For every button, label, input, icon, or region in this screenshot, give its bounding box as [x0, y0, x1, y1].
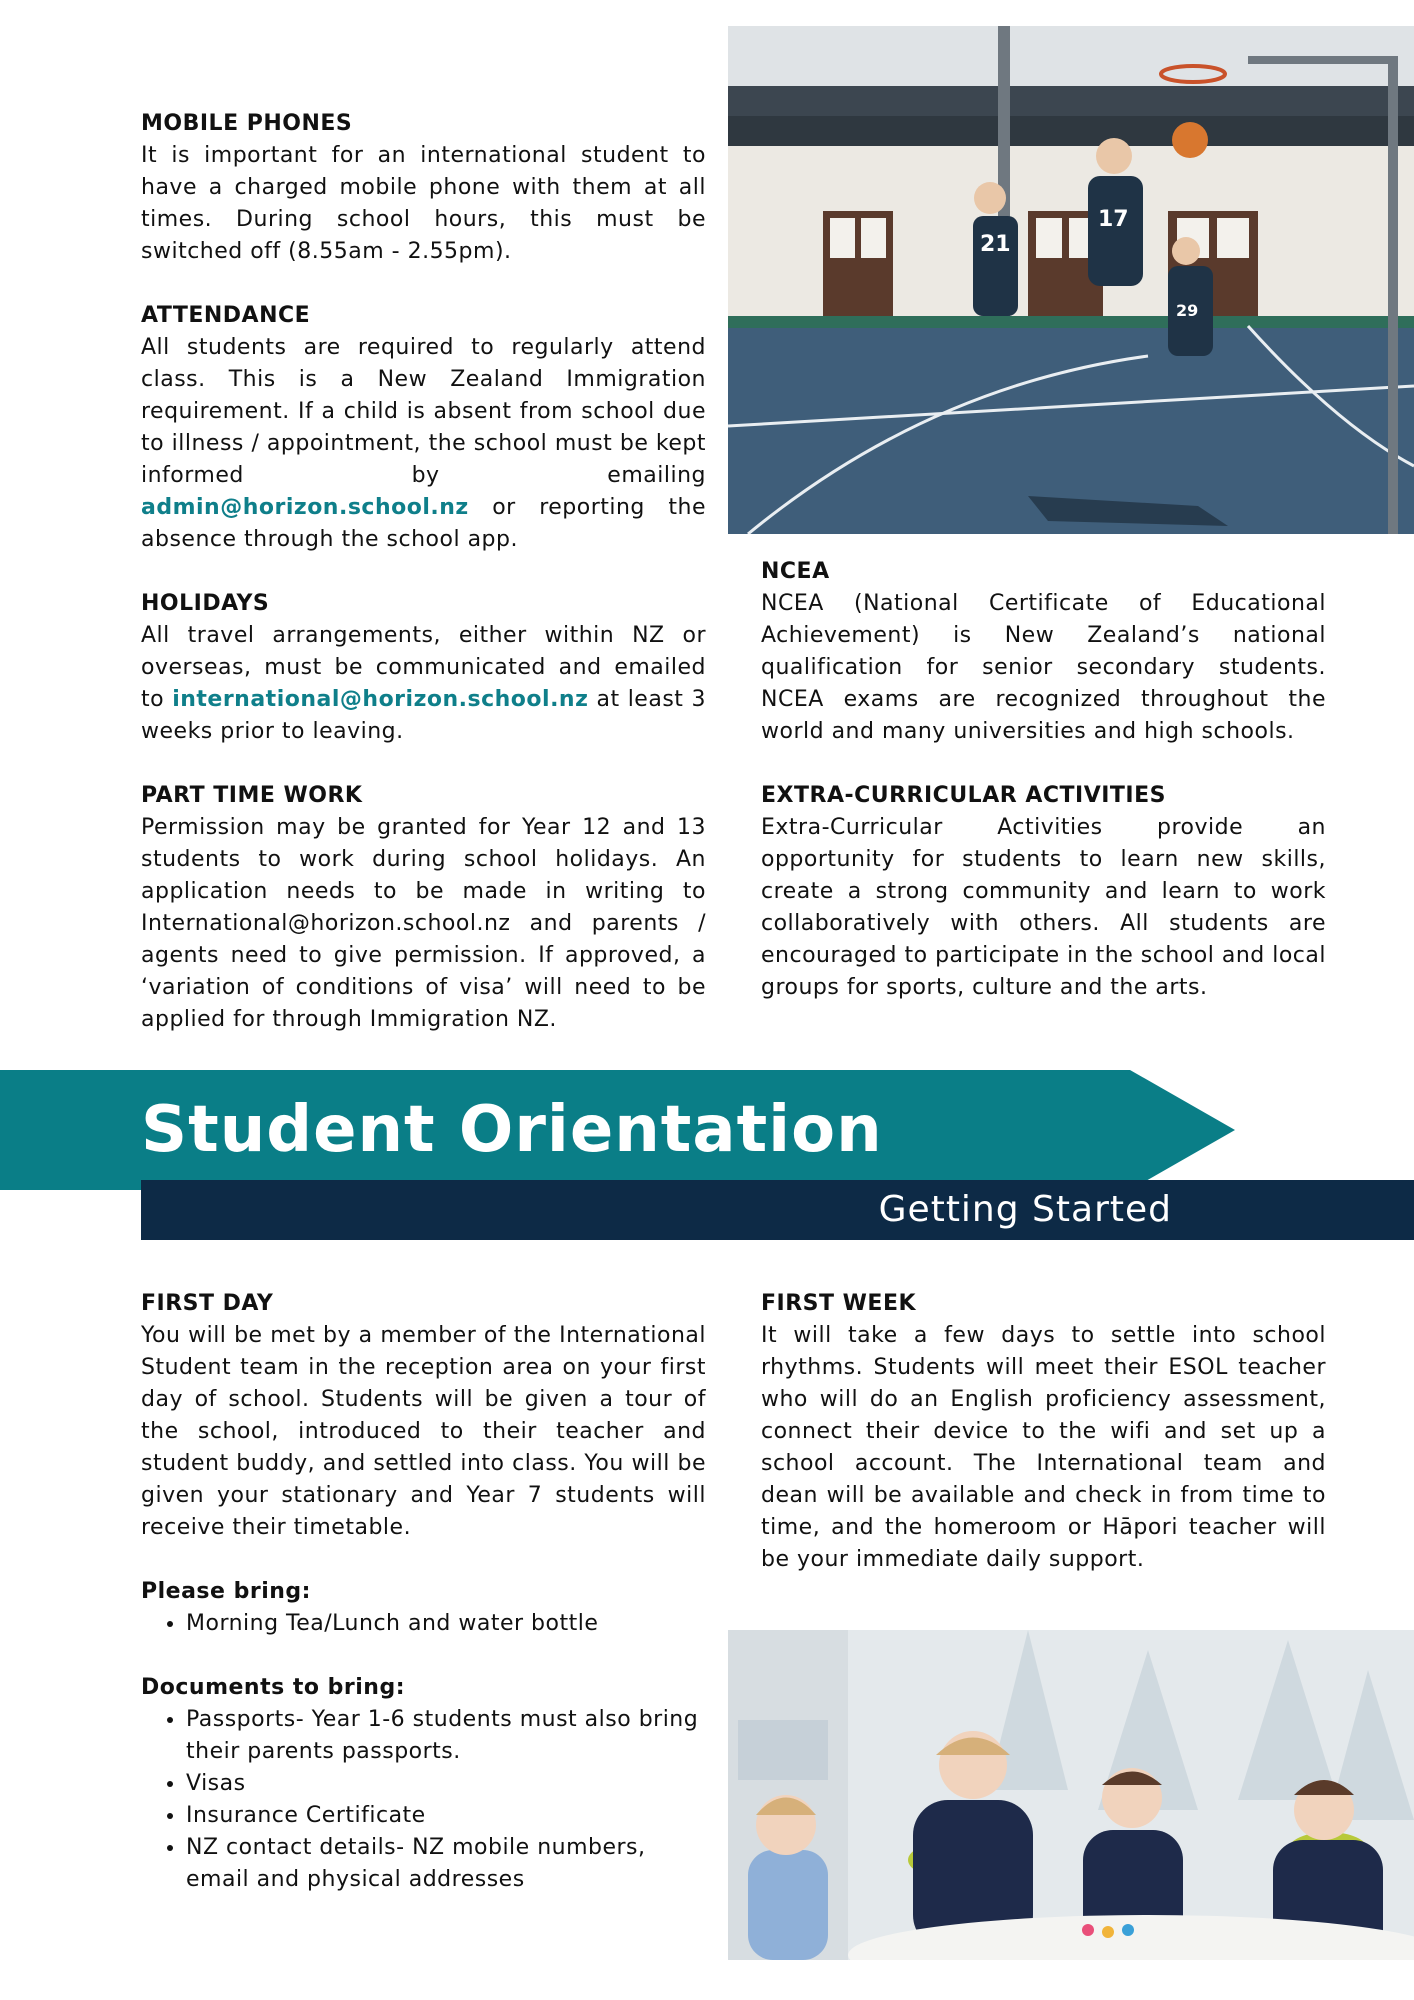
first-week-body: It will take a few days to settle into school rhythms. Students will meet their ESOL teacher who will do an English proficiency assessment, connect their device to the wifi and set up a school account. The International team and dean will be available and check in from time to time, and the homeroom or Hāpori teacher will be your immediate daily support.	[761, 1323, 1326, 1572]
extra-curricular-body: Extra-Curricular Activities provide an opportunity for students to learn new skills, create a strong community and learn to work collaboratively with others. All students are encouraged to participate in the school and local groups for sports, culture and the arts.	[761, 815, 1326, 1000]
banner-title: Student Orientation	[141, 1093, 883, 1167]
attendance-body	[141, 332, 706, 556]
banner-subtitle-bar	[141, 1180, 1414, 1240]
attendance-heading: ATTENDANCE	[141, 303, 311, 328]
list-item: • Visas	[186, 1768, 706, 1800]
first-week-heading: FIRST WEEK	[761, 1291, 917, 1316]
holidays-text-1: All travel arrangements, either within NZ or overseas, must be communicated and emailed to	[141, 623, 706, 712]
list-item: • Morning Tea/Lunch and water bottle	[186, 1608, 706, 1640]
documents-list	[141, 1704, 706, 1896]
please-bring-heading: Please bring:	[141, 1579, 311, 1604]
first-day-heading: FIRST DAY	[141, 1291, 274, 1316]
banner-subtitle: Getting Started	[878, 1189, 1172, 1230]
first-day-body: You will be met by a member of the International Student team in the reception area on your first day of school. Students will be given a tour of the school, introduced to their teacher and student buddy, and settled into class. You will be given your stationary and Year 7 students will receive their timetable.	[141, 1323, 706, 1540]
list-item: • Passports- Year 1-6 students must also bring their parents passports.	[186, 1704, 706, 1768]
attendance-text-2: or reporting the absence through the school app.	[141, 495, 706, 552]
mobile-phones-body: It is important for an international student to have a charged mobile phone with them at all times. During school hours, this must be switched off (8.55am - 2.55pm).	[141, 143, 706, 264]
right-column-top	[761, 556, 1326, 1004]
extra-curricular-heading: EXTRA-CURRICULAR ACTIVITIES	[761, 783, 1166, 808]
list-item: • NZ contact details- NZ mobile numbers, email and physical addresses	[186, 1832, 706, 1896]
holidays-text-2: at least 3 weeks prior to leaving.	[141, 687, 706, 744]
jersey-number-29: 29	[1176, 301, 1199, 320]
list-item: • Insurance Certificate	[186, 1800, 706, 1832]
right-column-bottom	[761, 1288, 1326, 1576]
holidays-heading: HOLIDAYS	[141, 591, 270, 616]
jersey-number-21: 21	[980, 232, 1011, 257]
part-time-work-heading: PART TIME WORK	[141, 783, 363, 808]
left-column-top	[141, 108, 706, 1036]
please-bring-list	[141, 1608, 706, 1640]
international-email-link[interactable]: international@horizon.school.nz	[172, 687, 589, 712]
part-time-work-body: Permission may be granted for Year 12 and 13 students to work during school holidays. An application needs to be made in writing to International@horizon.school.nz and parents / agents need to give permission. If approved, a ‘variation of conditions of visa’ will need to be applied for through Immigration NZ.	[141, 815, 706, 1032]
holidays-body	[141, 620, 706, 748]
ncea-body: NCEA (National Certificate of Educational Achievement) is New Zealand’s national qualification for senior secondary students. NCEA exams are recognized throughout the world and many universities and high schools.	[761, 591, 1326, 744]
basketball-photo	[728, 26, 1414, 534]
attendance-text-1: All students are required to regularly attend class. This is a New Zealand Immigration requirement. If a child is absent from school due to illness / appointment, the school must be kept informed by emailing	[141, 335, 706, 488]
documents-heading: Documents to bring:	[141, 1675, 405, 1700]
ncea-heading: NCEA	[761, 559, 830, 584]
mobile-phones-heading: MOBILE PHONES	[141, 111, 353, 136]
jersey-number-17: 17	[1098, 207, 1129, 232]
left-column-bottom	[141, 1288, 706, 1896]
classroom-photo	[728, 1630, 1414, 1960]
admin-email-link[interactable]: admin@horizon.school.nz	[141, 495, 469, 520]
